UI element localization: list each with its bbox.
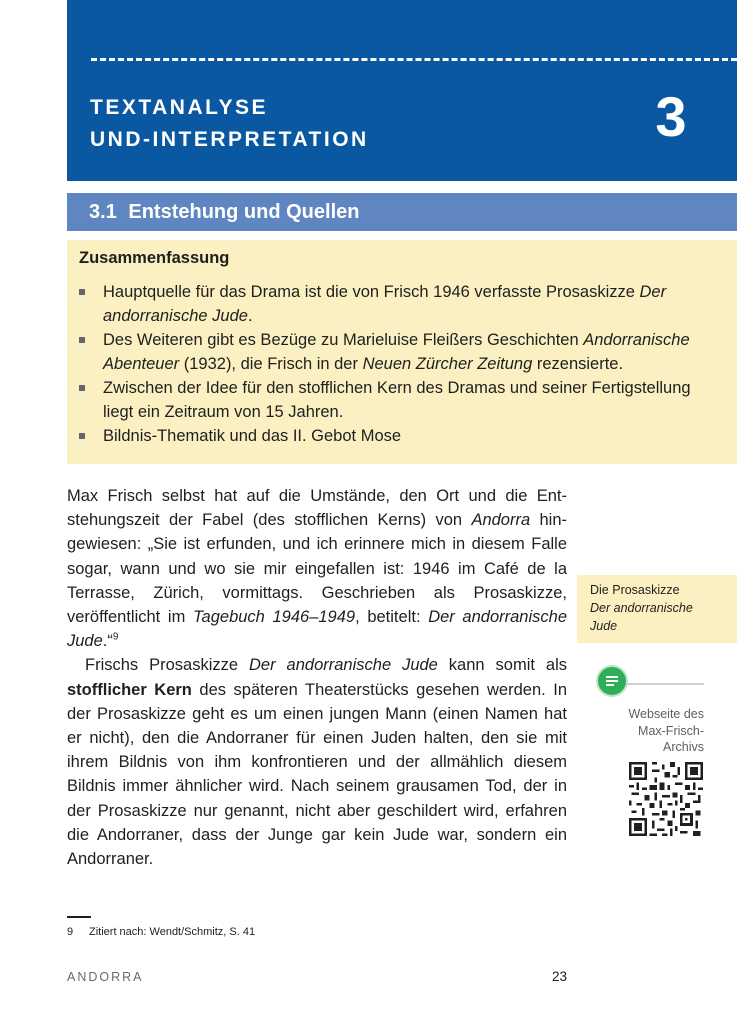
summary-item-end: . bbox=[247, 307, 253, 325]
chapter-number: 3 bbox=[655, 85, 687, 148]
section-heading-bar bbox=[67, 193, 737, 231]
body-text-run: , betitelt: bbox=[355, 608, 429, 627]
web-link-caption[interactable] bbox=[600, 706, 704, 756]
page-number: 23 bbox=[551, 969, 567, 984]
summary-item-italic: Der andorranische Jude bbox=[103, 283, 667, 325]
body-text-run: hingewiesen: „Sie ist erfunden, und ich erinnere mich in diesem Falle sogar, wann und wo sie mir eingefallen ist: 1946 im Café de la Terrasse, Zürich, vormittags. Geschrieben als Prosaskizze, veröffentlicht im bbox=[67, 511, 567, 627]
margin-note-line-1: Die Prosaskizze bbox=[590, 583, 680, 597]
summary-item-italic: Andorranische Abenteuer bbox=[103, 331, 690, 373]
section-number: 3.1 bbox=[89, 201, 117, 223]
chapter-title bbox=[90, 92, 369, 156]
web-caption-line-3: Archivs bbox=[663, 740, 704, 754]
body-text bbox=[67, 484, 567, 871]
square-bullet-icon bbox=[79, 337, 85, 343]
summary-item-text: Bildnis-Thematik und das II. Gebot Mose bbox=[103, 427, 402, 445]
body-text-run: des späteren Theaterstücks gesehen werden. In der Prosaskizze geht es um einen jungen Mann (einen Namen hat er nicht), den die Andorraner für einen Juden halten, den sie mit ihrem Bildnis von ihm konfrontieren und der allmählich diesem Bildnis immer ähnlicher wird. Nach seinem grausamen Tod, der in der Prosaskizze nur genannt, nicht aber geschildert wird, erfahren die Andorraner, dass der Junge gar kein Jude war, sondern ein Andorraner. bbox=[67, 680, 567, 869]
summary-item bbox=[103, 328, 723, 376]
body-paragraph-1 bbox=[67, 484, 567, 653]
body-text-run: kann somit als bbox=[437, 656, 568, 675]
footnote-reference[interactable]: 9 bbox=[112, 631, 119, 643]
summary-item-text: Hauptquelle für das Drama ist die von Frisch 1946 verfasste Prosaskizze bbox=[103, 283, 640, 301]
footnote bbox=[67, 926, 255, 938]
summary-item bbox=[103, 280, 723, 328]
qr-code-icon[interactable] bbox=[629, 762, 703, 836]
footnote-divider bbox=[67, 916, 91, 918]
summary-box bbox=[67, 240, 737, 464]
summary-item-text: (1932), die Frisch in der bbox=[179, 355, 363, 373]
body-bold-run: stofflicher Kern bbox=[67, 680, 192, 699]
footnote-text: Zitiert nach: Wendt/Schmitz, S. 41 bbox=[89, 926, 256, 938]
chapter-header bbox=[67, 0, 737, 181]
margin-note-line-2: Der andorranische bbox=[590, 601, 693, 615]
section-title bbox=[89, 199, 359, 225]
section-title-text: Entstehung und Quellen bbox=[128, 201, 360, 223]
web-caption-line-2: Max-Frisch- bbox=[638, 723, 704, 738]
web-link-divider bbox=[626, 683, 704, 685]
body-text-run: Frischs Prosaskizze bbox=[85, 656, 250, 675]
summary-item bbox=[103, 376, 723, 424]
summary-item-text: rezensierte. bbox=[532, 355, 624, 373]
margin-note-line-3: Jude bbox=[590, 619, 618, 633]
document-lines-icon[interactable] bbox=[598, 667, 626, 695]
summary-list bbox=[103, 280, 723, 448]
summary-item-italic: Neuen Zürcher Zeitung bbox=[362, 355, 533, 373]
square-bullet-icon bbox=[79, 385, 85, 391]
body-paragraph-2 bbox=[67, 653, 567, 871]
running-footer-title: ANDORRA bbox=[67, 970, 144, 984]
body-text-run: .“ bbox=[102, 632, 113, 651]
square-bullet-icon bbox=[79, 289, 85, 295]
body-italic-run: Tagebuch 1946–1949 bbox=[192, 608, 356, 627]
chapter-title-line-2: UND-INTERPRETATION bbox=[90, 128, 369, 151]
summary-item-text: Zwischen der Idee für den stofflichen Kern des Dramas und seiner Fertigstellung liegt ein Zeitraum von 15 Jahren. bbox=[103, 379, 691, 421]
summary-item-text: Des Weiteren gibt es Bezüge zu Marieluise Fleißers Geschichten bbox=[103, 331, 584, 349]
margin-note bbox=[577, 575, 737, 643]
summary-item bbox=[103, 424, 723, 448]
web-caption-line-1: Webseite des bbox=[628, 707, 704, 721]
dashed-divider bbox=[91, 58, 737, 61]
chapter-title-line-1: TEXTANALYSE bbox=[90, 96, 269, 119]
body-italic-run: Der andorranische Jude bbox=[249, 656, 438, 675]
body-italic-run: Der andorranische Jude bbox=[67, 608, 567, 651]
square-bullet-icon bbox=[79, 433, 85, 439]
body-italic-run: Andorra bbox=[471, 511, 531, 530]
summary-heading: Zusammenfassung bbox=[79, 249, 230, 267]
footnote-number: 9 bbox=[67, 926, 74, 938]
body-text-run: Max Frisch selbst hat auf die Umstände, den Ort und die Entstehungszeit der Fabel (des stofflichen Kerns) von bbox=[67, 487, 567, 530]
